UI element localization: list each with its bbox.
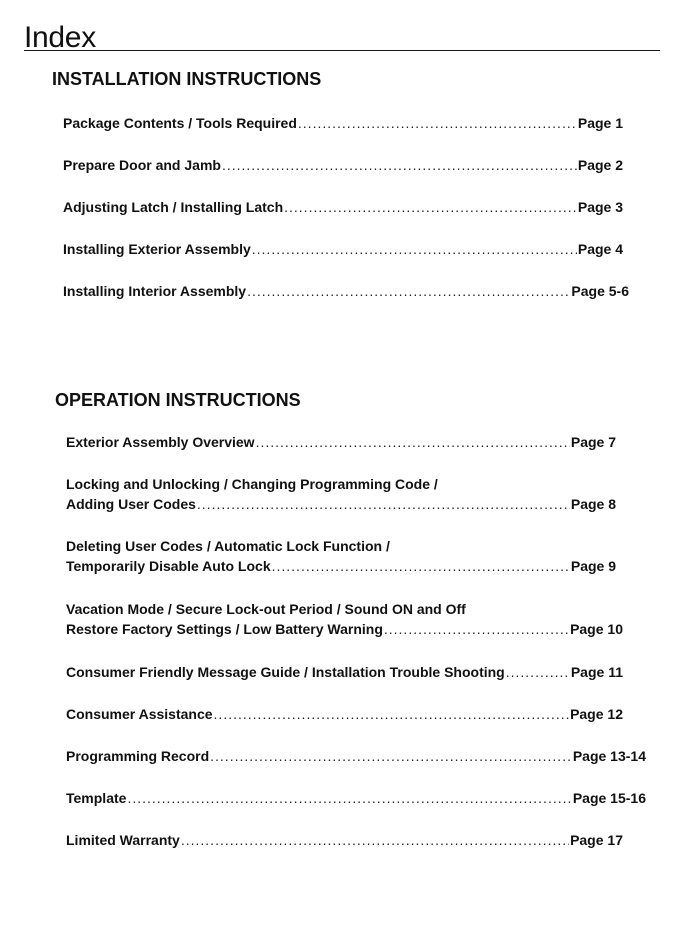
toc-entry-title: Programming Record [66, 748, 210, 764]
toc-page-number: Page 4 [577, 241, 623, 257]
toc-entry-vacation-mode[interactable] [66, 599, 623, 639]
toc-line [66, 432, 616, 452]
toc-line [66, 662, 623, 682]
toc-line [66, 746, 646, 766]
toc-entry-title: Consumer Friendly Message Guide / Installation Trouble Shooting [66, 664, 505, 680]
toc-page-number: Page 12 [570, 706, 623, 722]
toc-page-number: Page 2 [577, 157, 623, 173]
toc-entry-title: Installing Exterior Assembly [63, 241, 251, 257]
toc-line [63, 197, 623, 217]
toc-line [66, 494, 616, 514]
toc-page-number: Page 3 [577, 199, 623, 215]
dot-leader [222, 155, 577, 175]
toc-entry-title: Template [66, 790, 127, 806]
toc-page-number: Page 13-14 [572, 748, 646, 764]
installation-heading: INSTALLATION INSTRUCTIONS [52, 69, 322, 89]
toc-line [66, 556, 616, 576]
toc-entry-exterior-assembly[interactable] [63, 239, 623, 259]
toc-entry-message-guide[interactable] [66, 662, 623, 682]
dot-leader [214, 704, 570, 724]
toc-page-number: Page 9 [570, 558, 616, 574]
toc-line: Locking and Unlocking / Changing Programming Code / [66, 476, 438, 492]
toc-line [66, 830, 623, 850]
toc-line [63, 113, 623, 133]
toc-entry-title: Adding User Codes [66, 496, 196, 512]
toc-entry-package-contents[interactable] [63, 113, 623, 133]
dot-leader [298, 113, 577, 133]
toc-line: Vacation Mode / Secure Lock-out Period / Sound ON and Off [66, 601, 466, 617]
toc-entry-limited-warranty[interactable] [66, 830, 623, 850]
toc-page-number: Page 15-16 [572, 790, 646, 806]
dot-leader [506, 662, 570, 682]
dot-leader [197, 494, 570, 514]
toc-line [66, 619, 623, 639]
toc-page-number: Page 17 [570, 832, 623, 848]
toc-entry-title: Limited Warranty [66, 832, 180, 848]
dot-leader [284, 197, 577, 217]
dot-leader [272, 556, 570, 576]
toc-line [63, 155, 623, 175]
toc-entry-title: Exterior Assembly Overview [66, 434, 255, 450]
toc-entry-prepare-door[interactable] [63, 155, 623, 175]
dot-leader [181, 830, 569, 850]
toc-entry-title: Prepare Door and Jamb [63, 157, 221, 173]
operation-heading: OPERATION INSTRUCTIONS [55, 390, 301, 410]
toc-entry-title: Restore Factory Settings / Low Battery Warning [66, 621, 383, 637]
toc-line [63, 281, 629, 301]
toc-page-number: Page 11 [570, 664, 623, 680]
dot-leader [252, 239, 577, 259]
toc-page-number: Page 1 [577, 115, 623, 131]
toc-line: Deleting User Codes / Automatic Lock Function / [66, 538, 390, 554]
toc-entry-title: Installing Interior Assembly [63, 283, 247, 299]
toc-entry-programming-record[interactable] [66, 746, 646, 766]
toc-page-number: Page 8 [570, 496, 616, 512]
toc-entry-title: Package Contents / Tools Required [63, 115, 297, 131]
toc-page-number: Page 5-6 [571, 283, 629, 299]
dot-leader [127, 788, 571, 808]
toc-page-number: Page 10 [570, 621, 623, 637]
toc-entry-exterior-overview[interactable] [66, 432, 616, 452]
dot-leader [247, 281, 570, 301]
toc-entry-locking-unlocking[interactable] [66, 474, 616, 514]
toc-entry-interior-assembly[interactable] [63, 281, 629, 301]
toc-page-number: Page 7 [570, 434, 616, 450]
title-underline [24, 50, 660, 51]
toc-line [66, 788, 646, 808]
dot-leader [384, 619, 569, 639]
toc-entry-title: Adjusting Latch / Installing Latch [63, 199, 284, 215]
toc-entry-deleting-user-codes[interactable] [66, 536, 616, 576]
toc-entry-title: Temporarily Disable Auto Lock [66, 558, 271, 574]
toc-entry-title: Consumer Assistance [66, 706, 213, 722]
dot-leader [256, 432, 570, 452]
page-title: Index [24, 21, 96, 54]
toc-entry-adjusting-latch[interactable] [63, 197, 623, 217]
toc-line [63, 239, 623, 259]
dot-leader [210, 746, 572, 766]
toc-line [66, 704, 623, 724]
toc-entry-template[interactable] [66, 788, 646, 808]
toc-entry-consumer-assistance[interactable] [66, 704, 623, 724]
